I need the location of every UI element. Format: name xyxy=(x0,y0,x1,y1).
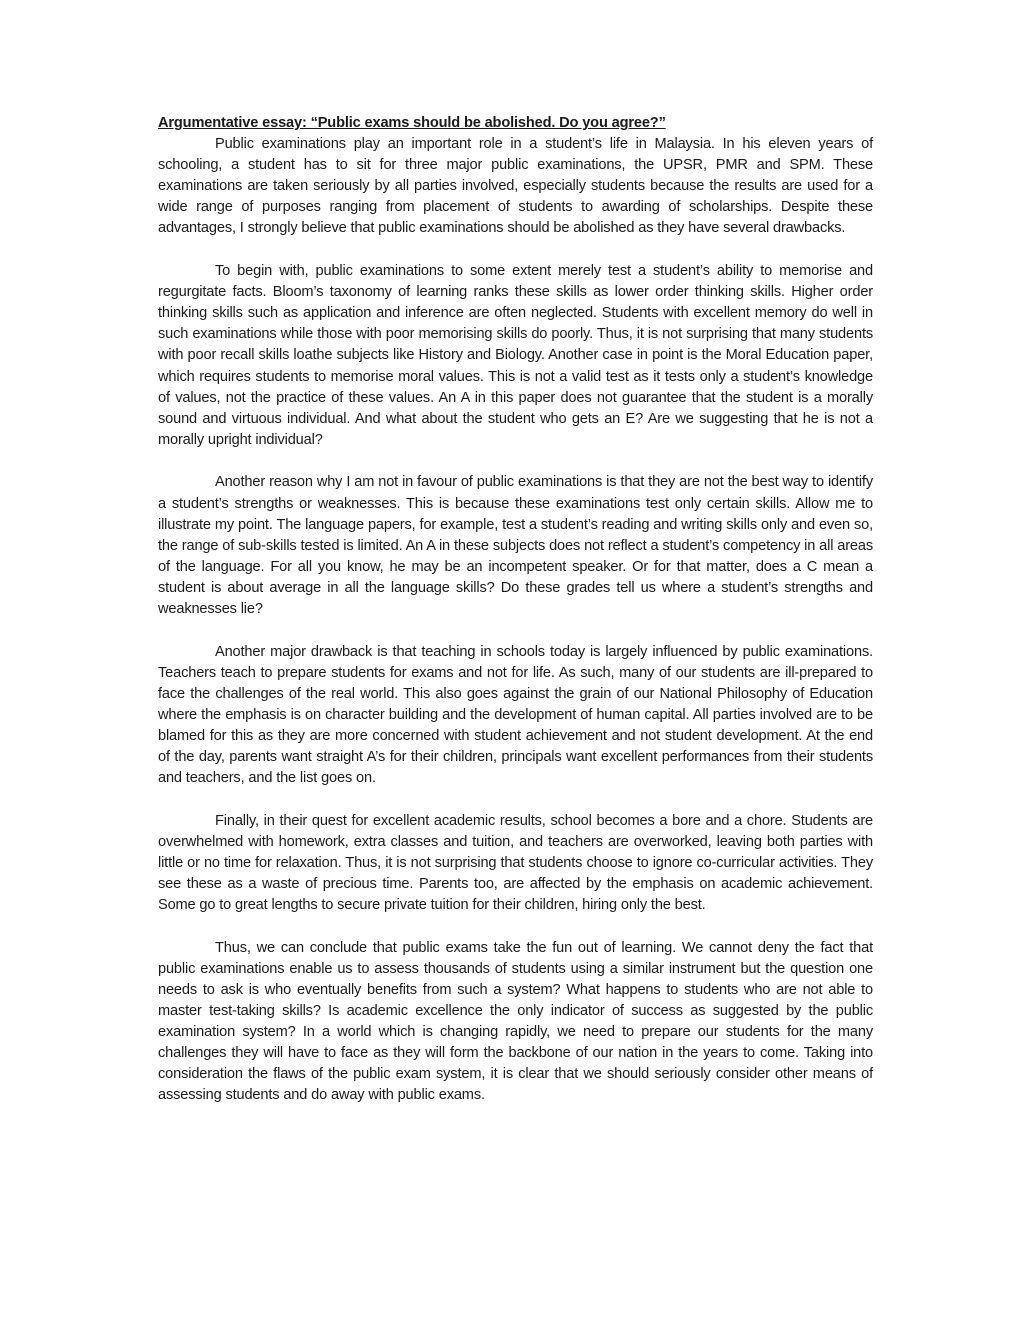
essay-body xyxy=(158,113,873,1128)
essay-title: Argumentative essay: “Public exams should be abolished. Do you agree?” xyxy=(158,115,666,131)
paragraph-introduction: Public examinations play an important role in a student’s life in Malaysia. In his eleven years of schooling, a student has to sit for three major public examinations, the UPSR, PMR and SPM. These examinations are taken seriously by all parties involved, especially students because the results are used for a wide range of purposes ranging from placement of students to awarding of scholarships. Despite these advantages, I strongly believe that public examinations should be abolished as they have several drawbacks. xyxy=(158,136,873,237)
paragraph-conclusion: Thus, we can conclude that public exams take the fun out of learning. We cannot deny the fact that public examinations enable us to assess thousands of students using a similar instrument but the question one needs to ask is who eventually benefits from such a system? What happens to students who are not able to master test-taking skills? Is academic excellence the only indicator of success as suggested by the public examination system? In a world which is changing rapidly, we need to prepare our students for the many challenges they will have to face as they will form the backbone of our nation in the years to come. Taking into consideration the flaws of the public exam system, it is clear that we should seriously consider other means of assessing students and do away with public exams. xyxy=(158,939,873,1104)
paragraph-bore-and-chore: Finally, in their quest for excellent academic results, school becomes a bore and a chore. Students are overwhelmed with homework, extra classes and tuition, and teachers are overworked, leaving both parties with little or no time for relaxation. Thus, it is not surprising that students choose to ignore co-curricular activities. They see these as a waste of precious time. Parents too, are affected by the emphasis on academic achievement. Some go to great lengths to secure private tuition for their children, hiring only the best. xyxy=(158,812,873,914)
paragraph-strengths-weaknesses: Another reason why I am not in favour of public examinations is that they are not the best way to identify a student’s strengths or weaknesses. This is because these examinations test only certain skills. Allow me to illustrate my point. The language papers, for example, test a student’s reading and writing skills only and even so, the range of sub-skills tested is limited. An A in these subjects does not reflect a student’s competency in all areas of the language. For all you know, he may be an incompetent speaker. Or for that matter, does a C mean a student is about average in all the language skills? Do these grades tell us where a student’s strengths and weaknesses lie? xyxy=(158,474,873,617)
paragraph-memorisation: To begin with, public examinations to some extent merely test a student’s ability to memorise and regurgitate facts. Bloom’s taxonomy of learning ranks these skills as lower order thinking skills. Higher order thinking skills such as application and inference are often neglected. Students with excellent memory do well in such examinations while those with poor memorising skills do poorly. Thus, it is not surprising that many students with poor recall skills loathe subjects like History and Biology. Another case in point is the Moral Education paper, which requires students to memorise moral values. This is not a valid test as it tests only a student’s knowledge of values, not the practice of these values. An A in this paper does not guarantee that the student is a morally sound and virtuous individual. And what about the student who gets an E? Are we suggesting that he is not a morally upright individual? xyxy=(158,263,873,448)
paragraph-teaching-influence: Another major drawback is that teaching in schools today is largely influenced by public examinations. Teachers teach to prepare students for exams and not for life. As such, many of our students are ill-prepared to face the challenges of the real world. This also goes against the grain of our National Philosophy of Education where the emphasis is on character building and the development of human capital. All parties involved are to be blamed for this as they are more concerned with student achievement and not student development. At the end of the day, parents want straight A’s for their children, principals want excellent performances from their students and teachers, and the list goes on. xyxy=(158,643,873,787)
